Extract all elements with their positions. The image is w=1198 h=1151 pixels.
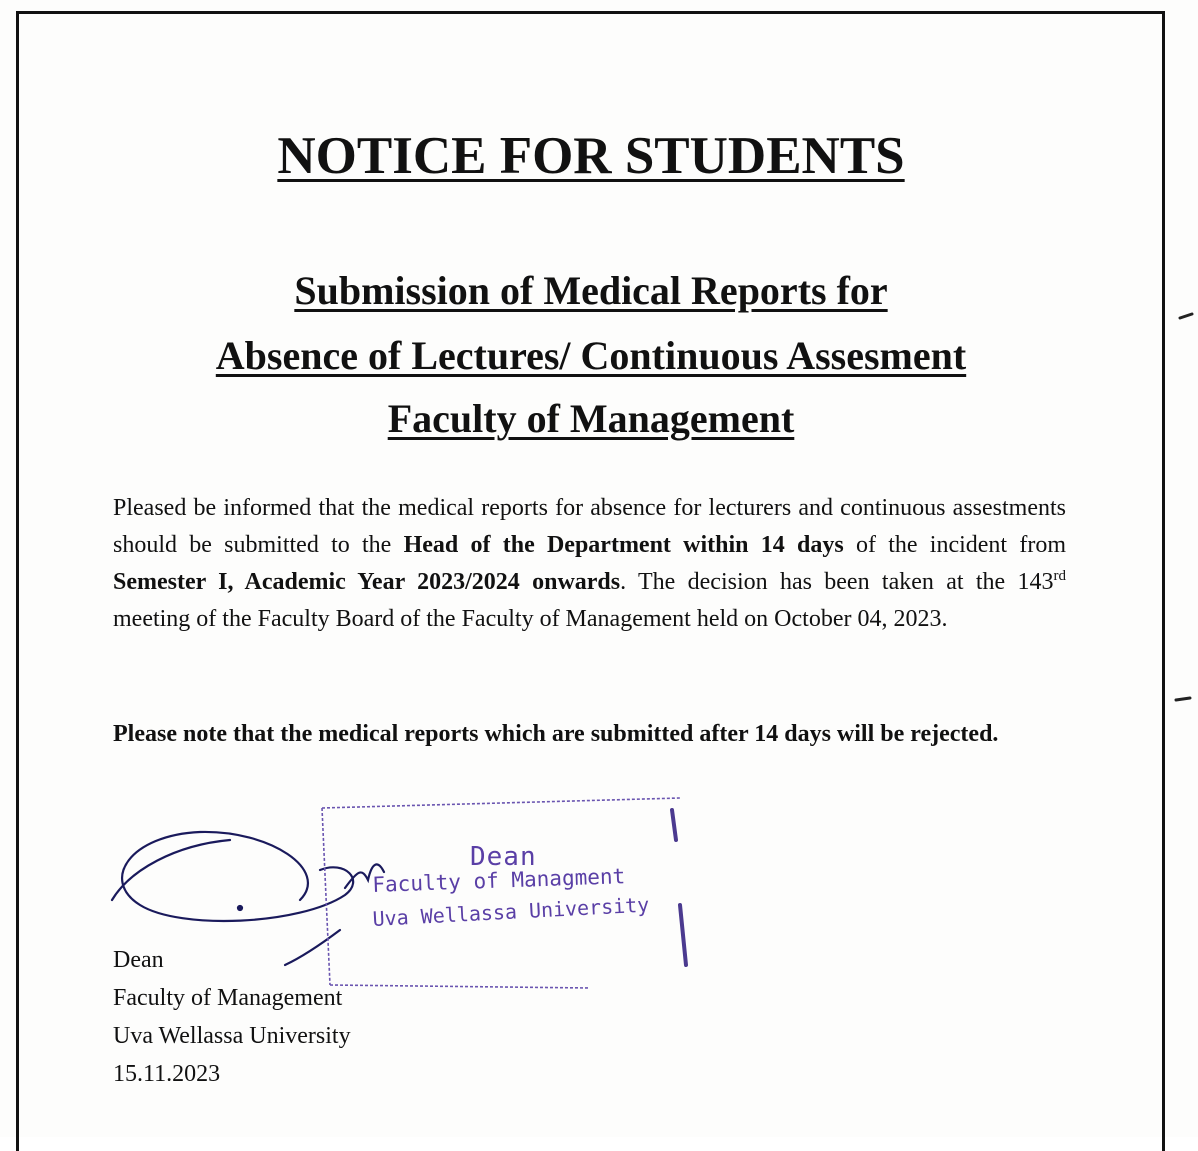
- stamp-university: Uva Wellassa University: [372, 892, 650, 931]
- subtitle-line-1: Submission of Medical Reports for: [294, 268, 888, 313]
- rejection-note: Please note that the medical reports which are submitted after 14 days will be rejected.: [113, 721, 999, 747]
- notice-date: 15.11.2023: [113, 1061, 221, 1087]
- scan-mark: [1176, 698, 1190, 700]
- signer-title: Dean: [113, 947, 164, 973]
- scan-mark: [1180, 314, 1192, 318]
- signature-block: [113, 941, 351, 1093]
- stamp-faculty: Faculty of Managment: [372, 864, 626, 897]
- notice-paragraph: Pleased be informed that the medical reports for absence for lecturers and continuous assestments should be submitted to the Head of the Department within 14 days of the incident from Semester I, Academic Year 2023/2024 onwards. The decision has been taken at the 143rd meeting of the Faculty Board of the Faculty of Management held on October 04, 2023.: [113, 495, 1066, 632]
- signer-university: Uva Wellassa University: [113, 1023, 351, 1049]
- subtitle-line-2: Absence of Lectures/ Continuous Assesment: [215, 333, 967, 378]
- stamp-title: Dean: [470, 842, 537, 872]
- subtitle-line-3: Faculty of Management: [387, 396, 795, 441]
- signer-faculty: Faculty of Management: [113, 985, 343, 1011]
- notice-title: NOTICE FOR STUDENTS: [277, 127, 905, 185]
